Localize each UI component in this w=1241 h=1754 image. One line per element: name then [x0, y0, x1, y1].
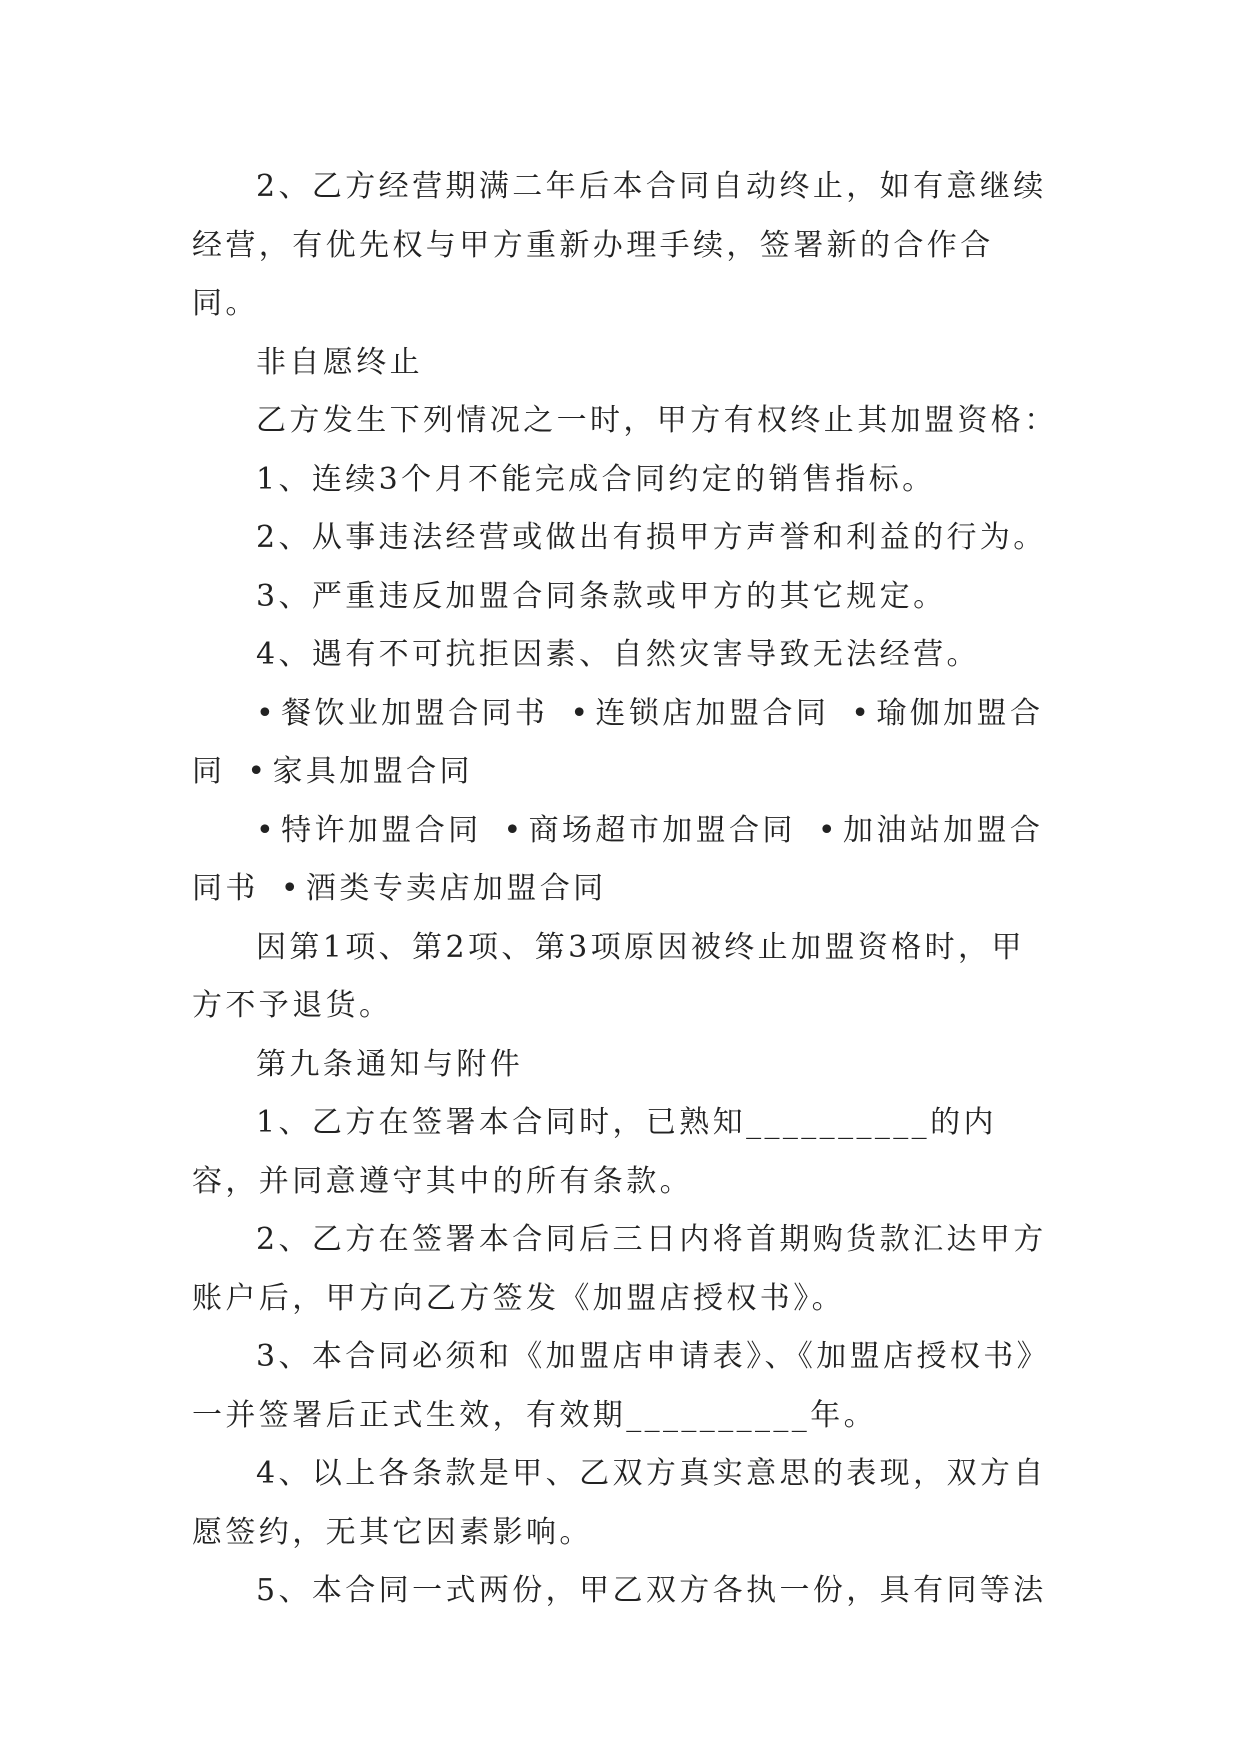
link-license-franchise-contract[interactable]: 特许加盟合同: [281, 812, 482, 848]
heading-involuntary-termination: 非自愿终止: [256, 344, 423, 380]
clause-1-sales-target: 1、连续3个月不能完成合同约定的销售指标。: [256, 461, 936, 497]
link-yoga-franchise-contract[interactable]: 瑜伽加盟合同: [192, 695, 1044, 789]
article-9-clause-2: 2、乙方在签署本合同后三日内将首期购货款汇达甲方账户后，甲方向乙方签发《加盟店授权书》。: [192, 1222, 1047, 1316]
document-page: [192, 158, 1058, 1621]
bullet-icon: •: [503, 812, 525, 848]
link-liquor-store-franchise-contract[interactable]: 酒类专卖店加盟合同: [305, 871, 607, 906]
clause-2-illegal-operation: 2、从事违法经营或做出有损甲方声誉和利益的行为。: [256, 520, 1047, 555]
link-gas-station-franchise-contract[interactable]: 加油站加盟合同书: [192, 812, 1044, 906]
bullet-icon: •: [256, 695, 278, 731]
bullet-icon: •: [247, 754, 269, 789]
bullet-icon: •: [256, 812, 278, 848]
link-chain-store-franchise-contract[interactable]: 连锁店加盟合同: [595, 695, 830, 731]
article-9-clause-4: 4、以上各条款是甲、乙双方真实意思的表现，双方自愿签约，无其它因素影响。: [192, 1456, 1047, 1550]
paragraph-termination-conditions: 乙方发生下列情况之一时，甲方有权终止其加盟资格：: [256, 403, 1058, 438]
bullet-icon: •: [280, 871, 302, 906]
article-9-clause-3: 3、本合同必须和《加盟店申请表》、《加盟店授权书》一并签署后正式生效，有效期__________年。: [192, 1339, 1051, 1433]
related-links-group-1: [192, 685, 1058, 802]
bullet-icon: •: [851, 695, 873, 731]
link-catering-franchise-contract[interactable]: 餐饮业加盟合同书: [281, 695, 549, 731]
link-furniture-franchise-contract[interactable]: 家具加盟合同: [272, 754, 473, 789]
paragraph-auto-termination: 2、乙方经营期满二年后本合同自动终止，如有意继续经营，有优先权与甲方重新办理手续，签署新的合作合同。: [192, 169, 1047, 321]
clause-3-breach: 3、严重违反加盟合同条款或甲方的其它规定。: [256, 578, 947, 614]
heading-article-9: 第九条通知与附件: [256, 1046, 524, 1082]
paragraph-no-return: 因第1项、第2项、第3项原因被终止加盟资格时，甲方不予退货。: [192, 929, 1025, 1023]
link-supermarket-franchise-contract[interactable]: 商场超市加盟合同: [528, 812, 796, 848]
clause-4-force-majeure: 4、遇有不可抗拒因素、自然灾害导致无法经营。: [256, 637, 980, 672]
bullet-icon: •: [817, 812, 839, 848]
article-9-clause-1: 1、乙方在签署本合同时，已熟知__________的内容，并同意遵守其中的所有条款。: [192, 1105, 997, 1199]
bullet-icon: •: [570, 695, 592, 731]
article-9-clause-5: 5、本合同一式两份，甲乙双方各执一份，具有同等法: [256, 1573, 1047, 1608]
related-links-group-2: [192, 802, 1058, 919]
